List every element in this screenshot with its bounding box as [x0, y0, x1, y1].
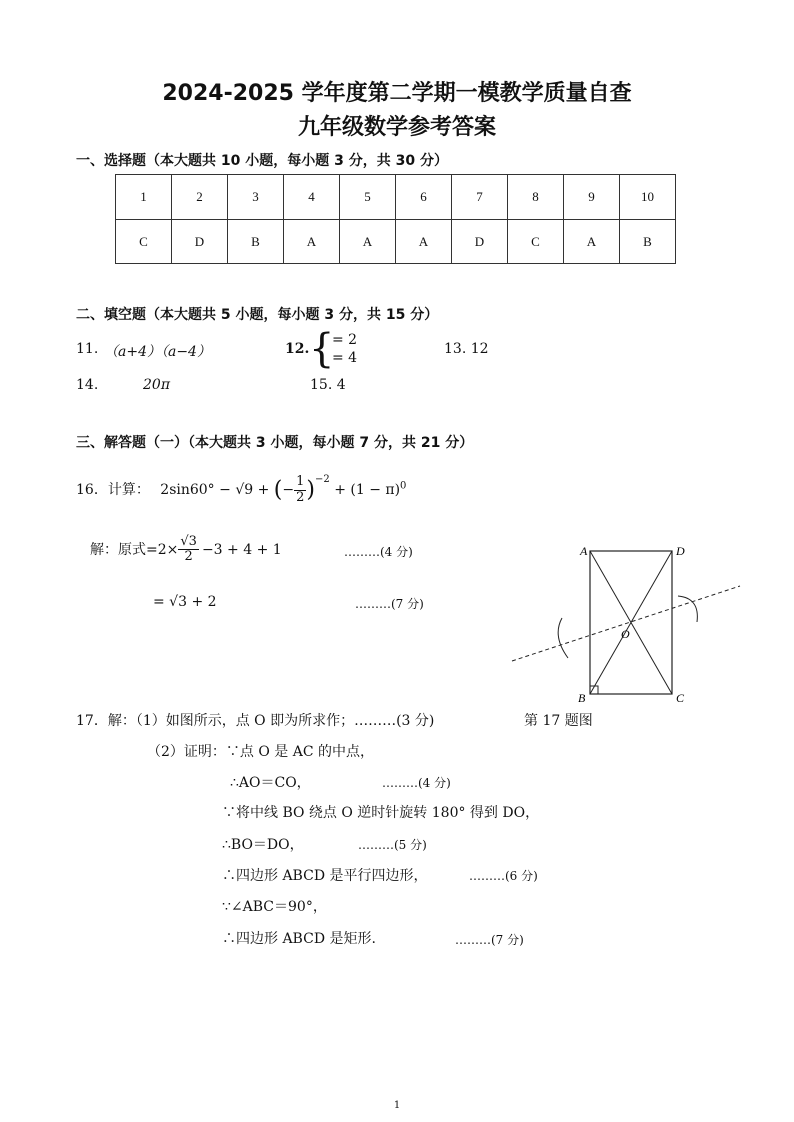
q17-figure-caption: 第 17 题图: [524, 713, 593, 729]
question-number: 7: [452, 175, 508, 220]
answer-cell: B: [228, 220, 284, 264]
construction-arc-right: [678, 596, 697, 622]
section2-heading: 二、填空题（本大题共 5 小题，每小题 3 分，共 15 分）: [76, 307, 439, 323]
q17-line4: ∵将中线 BO 绕点 O 逆时针旋转 180° 得到 DO，: [222, 805, 540, 821]
q12-line2: = 4: [332, 350, 358, 366]
page-subtitle: 九年级数学参考答案: [297, 115, 496, 140]
q16-score-2: ………(7 分): [355, 597, 424, 611]
perpendicular-bisector: [512, 586, 740, 661]
answer-cell: D: [172, 220, 228, 264]
q16-solution-line2: = √3 + 2: [153, 594, 217, 610]
q15-answer: 15. 4: [310, 377, 346, 393]
question-number: 1: [116, 175, 172, 220]
q14-answer: 20π: [143, 377, 171, 393]
answer-cell: B: [620, 220, 676, 264]
q17-figure: [500, 536, 750, 708]
q16-exponent-1: −2: [314, 474, 330, 485]
minus-sign: −: [282, 482, 295, 498]
q17-score-8: ………(7 分): [455, 933, 524, 947]
q17-score-3: ………(4 分): [382, 776, 451, 790]
answer-cell: A: [284, 220, 340, 264]
answer-cell: A: [564, 220, 620, 264]
answer-cell: A: [396, 220, 452, 264]
q11-answer: （a+4）（a−4）: [104, 344, 211, 360]
answer-table-header-row: [116, 175, 676, 220]
paren-close: ): [306, 477, 315, 503]
q16-fraction: [294, 475, 306, 505]
point-label-c: C: [676, 691, 685, 705]
q17-line3: ∴AO＝CO，: [230, 775, 311, 791]
q12-line1: = 2: [332, 332, 358, 348]
q16-label: 16．计算：: [76, 482, 150, 498]
q16-exponent-2: 0: [400, 480, 407, 492]
q16-sol-fraction: [178, 535, 199, 565]
section1-heading: 一、选择题（本大题共 10 小题，每小题 3 分，共 30 分）: [76, 153, 448, 169]
q14-number: 14.: [76, 377, 99, 393]
question-number: 6: [396, 175, 452, 220]
q13-answer: 13. 12: [444, 341, 489, 357]
question-number: 3: [228, 175, 284, 220]
paren-open: (: [273, 477, 283, 503]
question-number: 2: [172, 175, 228, 220]
q12-brace: {: [309, 326, 335, 372]
q17-line1: 17．解：（1）如图所示，点 O 即为所求作；………(3 分): [76, 713, 435, 729]
question-number: 8: [508, 175, 564, 220]
section3-heading: 三、解答题（一）（本大题共 3 小题，每小题 7 分，共 21 分）: [76, 435, 474, 451]
construction-arc-left: [558, 618, 568, 658]
page-number: 1: [393, 1100, 401, 1111]
fraction-numerator: 1: [296, 474, 305, 490]
fraction-numerator: √3: [180, 534, 197, 549]
q11-number: 11.: [76, 341, 99, 357]
question-number: 10: [620, 175, 676, 220]
q16-expression: [76, 474, 406, 505]
question-number: 9: [564, 175, 620, 220]
q17-line5: ∴BO＝DO，: [222, 837, 304, 853]
q16-expr-part-b: + (1 − π): [334, 482, 401, 498]
point-label-a: A: [580, 544, 588, 558]
q16-sol-rest: −3 + 4 + 1: [201, 541, 282, 558]
q12-number: 12.: [285, 341, 310, 357]
point-label-b: B: [578, 691, 586, 705]
answer-cell: A: [340, 220, 396, 264]
q16-solution-line1: [90, 535, 282, 565]
point-label-o: O: [621, 627, 630, 641]
q16-score-1: ………(4 分): [344, 545, 413, 559]
page-title: 2024-2025 学年度第二学期一模教学质量自查: [162, 81, 632, 106]
q17-line8: ∴四边形 ABCD 是矩形.: [222, 931, 376, 947]
q17-score-5: ………(5 分): [358, 838, 427, 852]
answer-cell: D: [452, 220, 508, 264]
answer-table-answer-row: [116, 220, 676, 264]
question-number: 5: [340, 175, 396, 220]
question-number: 4: [284, 175, 340, 220]
fraction-denominator: 2: [296, 489, 305, 505]
fraction-denominator: 2: [184, 549, 193, 565]
answer-cell: C: [508, 220, 564, 264]
q17-line6: ∴四边形 ABCD 是平行四边形，: [222, 868, 428, 884]
q17-line2: （2）证明：∵点 O 是 AC 的中点，: [147, 744, 375, 760]
q17-line7: ∵∠ABC＝90°，: [222, 899, 327, 915]
answer-table: [115, 174, 676, 264]
point-label-d: D: [676, 544, 685, 558]
q17-score-6: ………(6 分): [469, 869, 538, 883]
answer-cell: C: [116, 220, 172, 264]
q16-sol-prefix: 解：原式=2×: [90, 541, 179, 558]
q16-expr-part-a: 2sin60° − √9 +: [160, 482, 270, 498]
